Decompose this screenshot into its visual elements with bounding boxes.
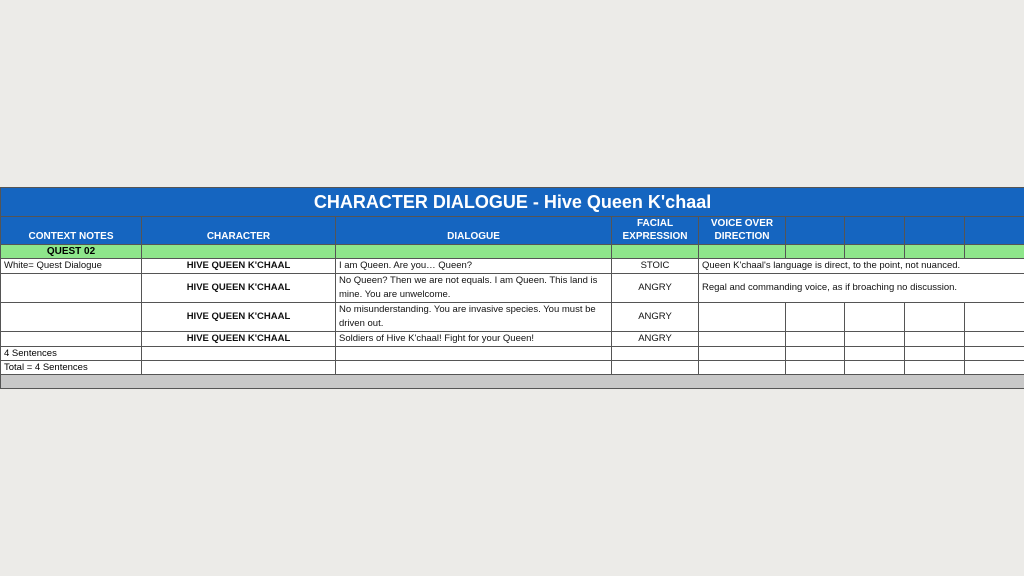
context-cell[interactable] — [1, 303, 142, 332]
quest-label[interactable]: QUEST 02 — [1, 245, 142, 259]
expression-cell[interactable]: STOIC — [612, 259, 699, 274]
voice-direction-cell[interactable] — [699, 303, 786, 332]
voice-direction-cell[interactable]: Regal and commanding voice, as if broaching no discussion. — [699, 274, 1024, 303]
character-cell[interactable]: HIVE QUEEN K'CHAAL — [142, 332, 336, 347]
empty-cell[interactable] — [845, 361, 905, 375]
empty-cell[interactable] — [965, 361, 1024, 375]
quest-row — [1, 245, 1024, 259]
context-cell[interactable] — [1, 332, 142, 347]
empty-cell[interactable] — [845, 332, 905, 347]
quest-cell[interactable] — [845, 245, 905, 259]
dialogue-sheet — [0, 187, 1024, 389]
header-row — [1, 217, 1024, 245]
header-empty[interactable] — [965, 217, 1024, 245]
sheet-title: CHARACTER DIALOGUE - Hive Queen K'chaal — [1, 188, 1024, 217]
empty-cell[interactable] — [142, 347, 336, 361]
quest-cell[interactable] — [699, 245, 786, 259]
header-empty[interactable] — [786, 217, 845, 245]
divider-bar — [1, 375, 1024, 389]
empty-cell[interactable] — [965, 303, 1024, 332]
grey-divider-row — [1, 375, 1024, 389]
total-sentences[interactable]: Total = 4 Sentences — [1, 361, 142, 375]
empty-cell[interactable] — [965, 332, 1024, 347]
header-context-notes[interactable]: CONTEXT NOTES — [1, 217, 142, 245]
header-empty[interactable] — [905, 217, 965, 245]
character-cell[interactable]: HIVE QUEEN K'CHAAL — [142, 274, 336, 303]
expression-cell[interactable]: ANGRY — [612, 303, 699, 332]
empty-cell[interactable] — [336, 361, 612, 375]
empty-cell[interactable] — [845, 303, 905, 332]
empty-cell[interactable] — [612, 361, 699, 375]
empty-cell[interactable] — [786, 361, 845, 375]
character-cell[interactable]: HIVE QUEEN K'CHAAL — [142, 259, 336, 274]
sentence-count[interactable]: 4 Sentences — [1, 347, 142, 361]
context-cell[interactable]: White= Quest Dialogue — [1, 259, 142, 274]
quest-cell[interactable] — [142, 245, 336, 259]
quest-cell[interactable] — [612, 245, 699, 259]
table-row — [1, 303, 1024, 332]
dialogue-cell[interactable]: No misunderstanding. You are invasive species. You must be driven out. — [336, 303, 612, 332]
header-voice-over-direction[interactable]: VOICE OVER DIRECTION — [699, 217, 786, 245]
empty-cell[interactable] — [845, 347, 905, 361]
title-row — [1, 188, 1024, 217]
empty-cell[interactable] — [786, 347, 845, 361]
sentence-count-row — [1, 347, 1024, 361]
empty-cell[interactable] — [905, 347, 965, 361]
empty-cell[interactable] — [612, 347, 699, 361]
table-row — [1, 274, 1024, 303]
quest-cell[interactable] — [905, 245, 965, 259]
dialogue-cell[interactable]: I am Queen. Are you… Queen? — [336, 259, 612, 274]
character-cell[interactable]: HIVE QUEEN K'CHAAL — [142, 303, 336, 332]
empty-cell[interactable] — [905, 332, 965, 347]
empty-cell[interactable] — [965, 347, 1024, 361]
header-dialogue[interactable]: DIALOGUE — [336, 217, 612, 245]
empty-cell[interactable] — [786, 303, 845, 332]
voice-direction-cell[interactable]: Queen K'chaal's language is direct, to the point, not nuanced. — [699, 259, 1024, 274]
quest-cell[interactable] — [336, 245, 612, 259]
empty-cell[interactable] — [905, 303, 965, 332]
empty-cell[interactable] — [336, 347, 612, 361]
empty-cell[interactable] — [142, 361, 336, 375]
dialogue-cell[interactable]: Soldiers of Hive K'chaal! Fight for your Queen! — [336, 332, 612, 347]
empty-cell[interactable] — [786, 332, 845, 347]
quest-cell[interactable] — [786, 245, 845, 259]
table-row — [1, 332, 1024, 347]
quest-cell[interactable] — [965, 245, 1024, 259]
expression-cell[interactable]: ANGRY — [612, 274, 699, 303]
dialogue-cell[interactable]: No Queen? Then we are not equals. I am Queen. This land is mine. You are unwelcome. — [336, 274, 612, 303]
header-facial-expression[interactable]: FACIAL EXPRESSION — [612, 217, 699, 245]
empty-cell[interactable] — [905, 361, 965, 375]
total-row — [1, 361, 1024, 375]
voice-direction-cell[interactable] — [699, 332, 786, 347]
header-character[interactable]: CHARACTER — [142, 217, 336, 245]
empty-cell[interactable] — [699, 347, 786, 361]
empty-cell[interactable] — [699, 361, 786, 375]
context-cell[interactable] — [1, 274, 142, 303]
expression-cell[interactable]: ANGRY — [612, 332, 699, 347]
header-empty[interactable] — [845, 217, 905, 245]
table-row — [1, 259, 1024, 274]
